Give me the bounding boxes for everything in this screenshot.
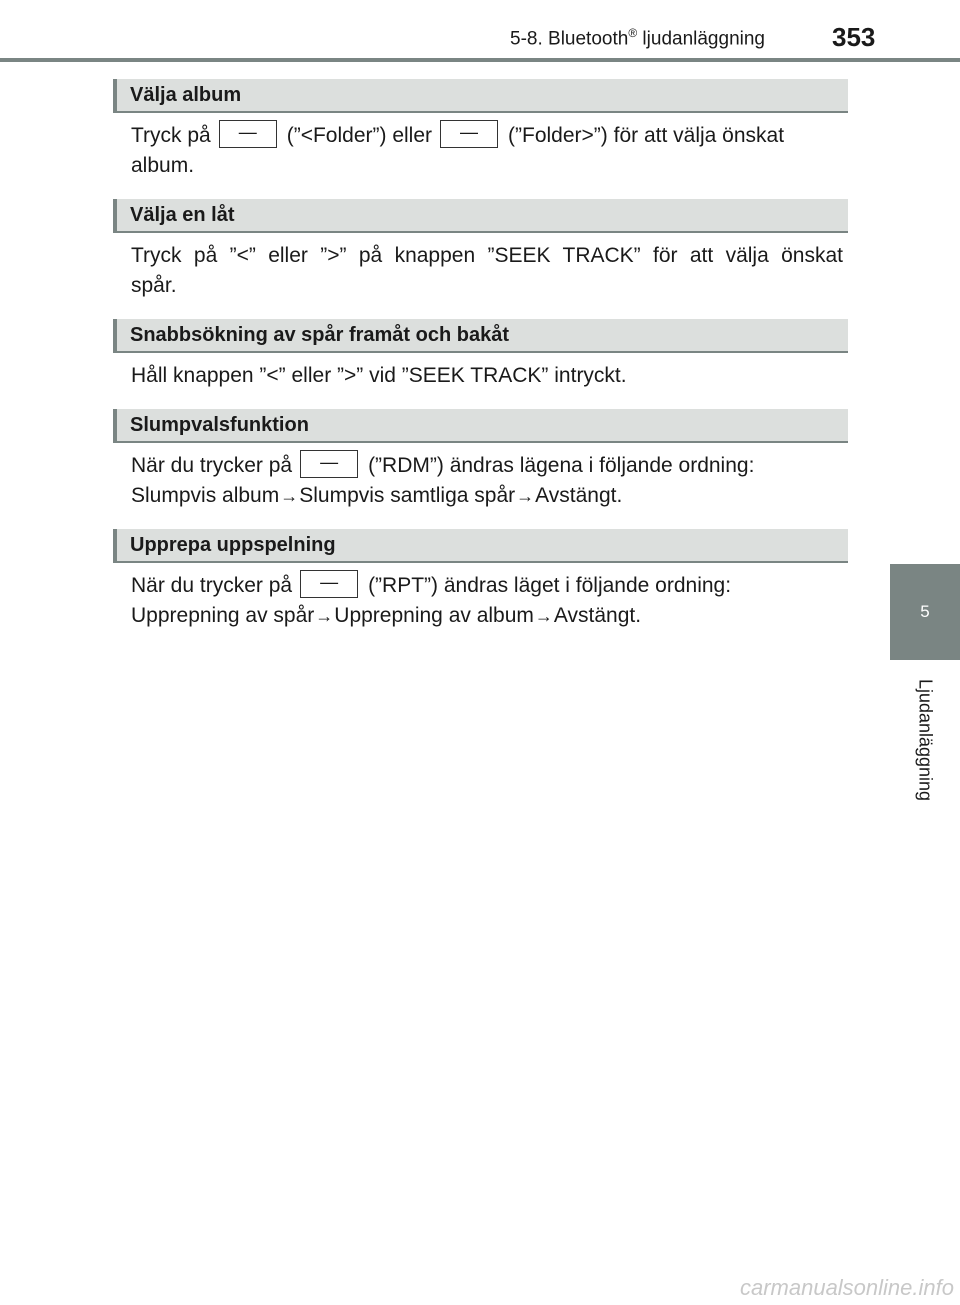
arrow-right-icon: → — [516, 486, 535, 506]
arrow-right-icon: → — [280, 486, 299, 506]
text-select-album: Tryck på — (”<Folder”) eller — (”Folder>”) för att välja önskat album. — [131, 122, 785, 177]
heading-select-track: Välja en låt — [113, 199, 848, 233]
watermark: carmanualsonline.info — [739, 1275, 954, 1300]
rpt-button-icon: — — [300, 570, 358, 598]
arrow-right-icon: → — [315, 606, 334, 626]
text-repeat: När du trycker på — (”RPT”) ändras läget i följande ordning: Upprepning av spår→Upprepning av album→Avstängt. — [131, 572, 732, 627]
folder-up-button-icon: — — [440, 120, 498, 148]
text-fast-seek: Håll knappen ”<” eller ”>” vid ”SEEK TRACK” intryckt. — [131, 364, 627, 387]
header-divider — [0, 58, 960, 62]
heading-repeat: Upprepa uppspelning — [113, 529, 848, 563]
text-random: När du trycker på — (”RDM”) ändras lägena i följande ordning: Slumpvis album→Slumpvis samtliga spår→Avstängt. — [131, 452, 755, 507]
chapter-label: Ljudanläggning — [915, 678, 936, 802]
text-select-track: Tryck på ”<” eller ”>” på knappen ”SEEK TRACK” för att välja önskat spår. — [131, 244, 843, 297]
arrow-right-icon: → — [534, 606, 553, 626]
chapter-number: 5 — [920, 602, 930, 621]
rdm-button-icon: — — [300, 450, 358, 478]
heading-fast-seek: Snabbsökning av spår framåt och bakåt — [113, 319, 848, 353]
heading-random: Slumpvalsfunktion — [113, 409, 848, 443]
section-title: 5-8. Bluetooth® ljudanläggning — [510, 26, 765, 50]
page-number: 353 — [832, 22, 876, 52]
folder-down-button-icon: — — [219, 120, 277, 148]
heading-select-album: Välja album — [113, 79, 848, 113]
chapter-tab — [890, 564, 960, 660]
